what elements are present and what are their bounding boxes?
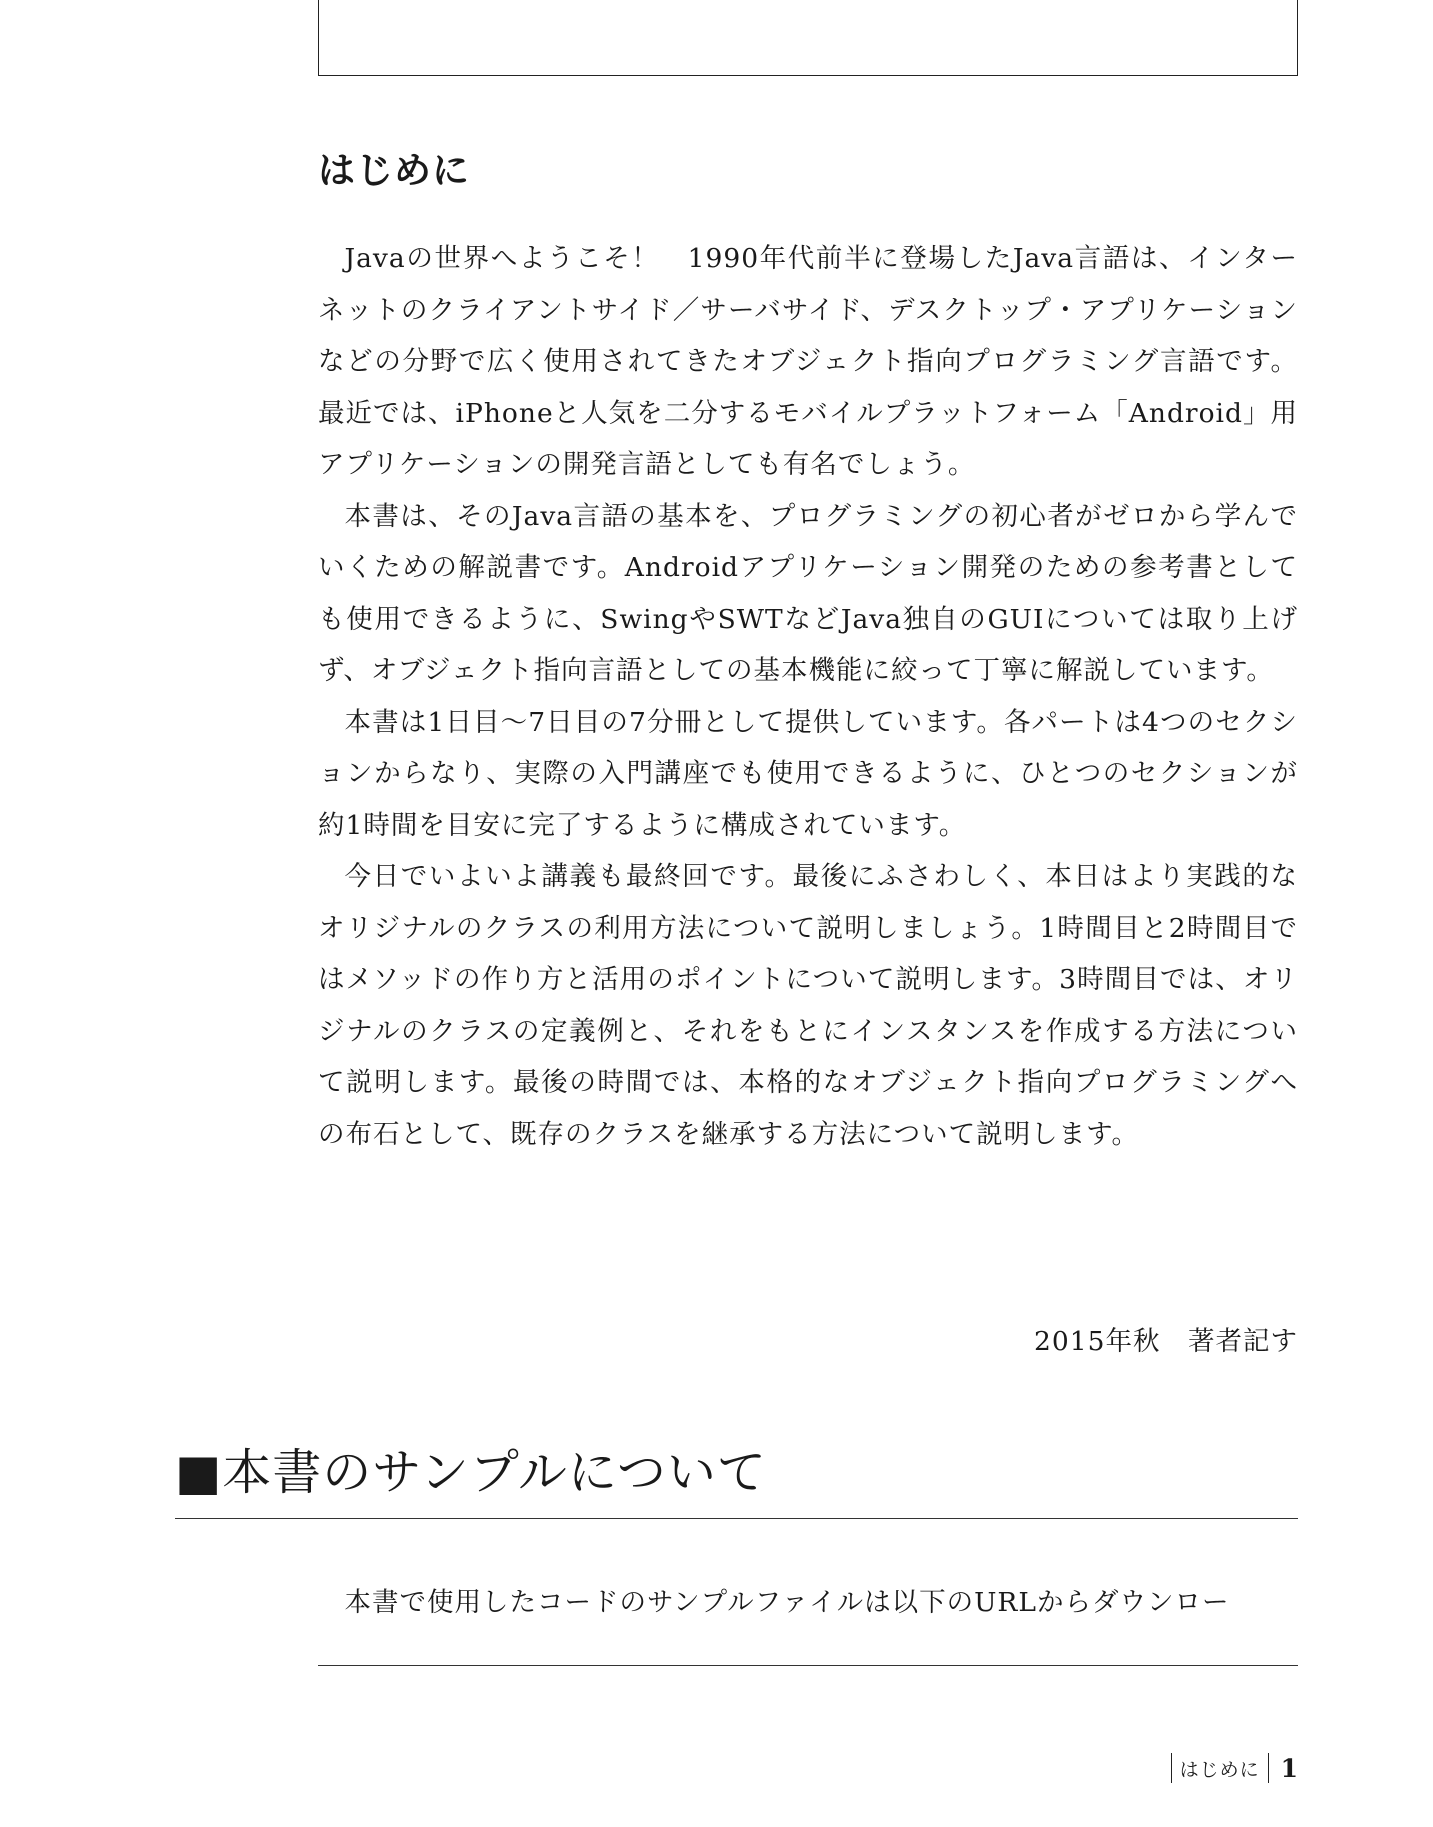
intro-paragraph-4: 今日でいよいよ講義も最終回です。最後にふさわしく、本日はより実践的なオリジナルのクラスの利用方法について説明しましょう。1時間目と2時間目ではメソッドの作り方と活用のポイントについて説明します。3時間目では、オリジナルのクラスの定義例と、それをもとにインスタンスを作成する方法について説明します。最後の時間では、本格的なオブジェクト指向プログラミングへの布石として、既存のクラスを継承する方法について説明します。: [318, 861, 1298, 1150]
section-paragraph: 本書で使用したコードのサンプルファイルは以下のURLからダウンロー: [344, 1587, 1230, 1618]
page-footer: [1171, 1752, 1298, 1784]
section-title: ■本書のサンプルについて: [175, 1444, 767, 1501]
intro-paragraph-2: 本書は、そのJava言語の基本を、プログラミングの初心者がゼロから学んでいくための解説書です。Androidアプリケーション開発のための参考書としても使用できるように、SwingやSWTなどJava独自のGUIについては取り上げず、オブジェクト指向言語としての基本機能に絞って丁寧に解説しています。: [318, 500, 1298, 686]
footer-chapter-label: はじめに: [1179, 1758, 1260, 1781]
section-bottom-rule: [318, 1665, 1298, 1666]
intro-paragraph-3: 本書は1日目〜7日目の7分冊として提供しています。各パートは4つのセクションからなり、実際の入門講座でも使用できるように、ひとつのセクションが約1時間を目安に完了するように構成されています。: [318, 706, 1298, 841]
section-heading-samples: [175, 1444, 1298, 1519]
page-number: 1: [1280, 1753, 1298, 1783]
top-frame-box: [318, 0, 1298, 76]
author-signature: 2015年秋 著者記す: [1034, 1326, 1298, 1357]
intro-body: [318, 233, 1298, 1160]
page-title: はじめに: [318, 149, 470, 192]
intro-paragraph-1: Javaの世界へようこそ！ 1990年代前半に登場したJava言語は、インターネットのクライアントサイド／サーバサイド、デスクトップ・アプリケーションなどの分野で広く使用されてきたオブジェクト指向プログラミング言語です。最近では、iPhoneと人気を二分するモバイルプラットフォーム「Android」用アプリケーションの開発言語としても有名でしょう。: [318, 243, 1298, 480]
